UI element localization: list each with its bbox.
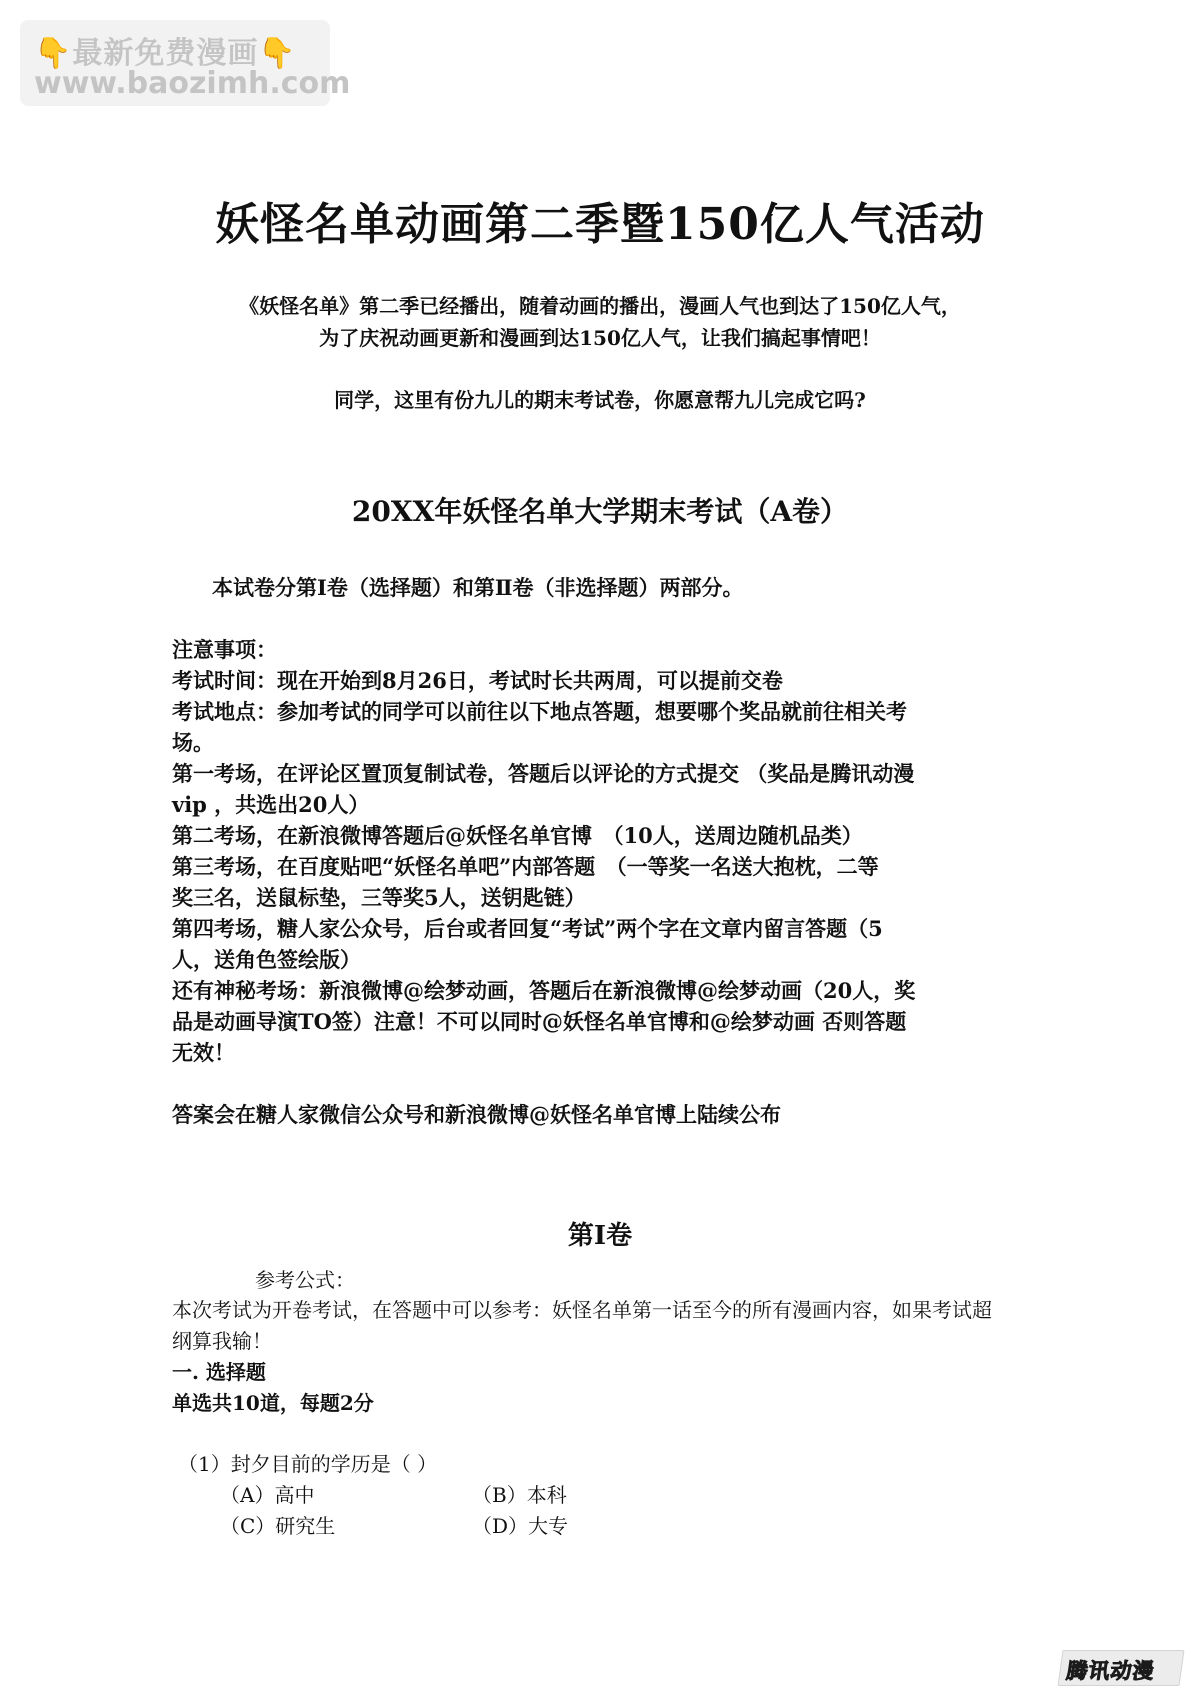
question-stem: （1）封夕目前的学历是（ ）: [178, 1452, 438, 1476]
notice-line: 场。: [172, 730, 214, 755]
tencent-comic-logo: [1057, 1650, 1184, 1686]
page-title: 妖怪名单动画第二季暨150亿人气活动: [215, 199, 985, 250]
section-title: 第Ⅰ卷: [567, 1221, 633, 1251]
question-option-c: （C）研究生: [220, 1514, 336, 1538]
pointing-down-icon: 👇: [34, 36, 73, 71]
intro-line-1: 《妖怪名单》第二季已经播出，随着动画的播出，漫画人气也到达了150亿人气，: [239, 294, 961, 318]
notice-line: 考试地点：参加考试的同学可以前往以下地点答题，想要哪个奖品就前往相关考: [172, 699, 907, 724]
notice-line: 第三考场，在百度贴吧“妖怪名单吧”内部答题 （一等奖一名送大抱枕，二等: [172, 854, 879, 879]
pointing-down-icon: 👇: [258, 36, 297, 71]
part-title: 一. 选择题: [172, 1360, 266, 1384]
question-option-a: （A）高中: [220, 1483, 315, 1507]
notice-line: 品是动画导演TO签）注意！不可以同时@妖怪名单官博和@绘梦动画 否则答题: [172, 1009, 907, 1034]
exam-note: 本试卷分第Ⅰ卷（选择题）和第Ⅱ卷（非选择题）两部分。: [212, 575, 744, 600]
notice-line: 人，送角色签绘版）: [172, 947, 361, 972]
watermark: [20, 20, 351, 106]
answer-note: 答案会在糖人家微信公众号和新浪微博@妖怪名单官博上陆续公布: [172, 1102, 781, 1127]
exam-title: 20XX年妖怪名单大学期末考试（A卷）: [351, 495, 849, 528]
watermark-url: www.baozimh.com: [34, 66, 351, 101]
notice-line: vip ，共选出20人）: [172, 792, 370, 817]
notice-line: 第二考场，在新浪微博答题后@妖怪名单官博 （10人，送周边随机品类）: [172, 823, 863, 848]
intro-line-3: 同学，这里有份九儿的期末考试卷，你愿意帮九儿完成它吗?: [334, 388, 866, 412]
notice-line: 无效！: [172, 1040, 235, 1065]
logo-text: 腾讯动漫: [1064, 1659, 1157, 1683]
notice-line: 第四考场，糖人家公众号，后台或者回复“考试”两个字在文章内留言答题（5: [172, 916, 883, 941]
intro-line-2: 为了庆祝动画更新和漫画到达150亿人气，让我们搞起事情吧！: [319, 326, 881, 350]
notice-heading: 注意事项：: [172, 637, 277, 662]
notice-line: 还有神秘考场：新浪微博@绘梦动画，答题后在新浪微博@绘梦动画（20人，奖: [172, 978, 916, 1003]
question-option-d: （D）大专: [472, 1514, 569, 1538]
formula-line-2: 纲算我输！: [172, 1329, 272, 1353]
watermark-line1: 👇最新免费漫画👇: [34, 36, 297, 71]
question-option-b: （B）本科: [472, 1483, 567, 1507]
formula-line-1: 本次考试为开卷考试，在答题中可以参考：妖怪名单第一话至今的所有漫画内容，如果考试超: [172, 1298, 992, 1322]
part-description: 单选共10道，每题2分: [172, 1391, 374, 1415]
notice-line: 奖三名，送鼠标垫，三等奖5人，送钥匙链）: [172, 885, 586, 910]
notice-line: 第一考场，在评论区置顶复制试卷，答题后以评论的方式提交 （奖品是腾讯动漫: [172, 761, 915, 786]
formula-label: 参考公式：: [255, 1268, 355, 1292]
notice-line: 考试时间：现在开始到8月26日，考试时长共两周，可以提前交卷: [172, 668, 783, 693]
